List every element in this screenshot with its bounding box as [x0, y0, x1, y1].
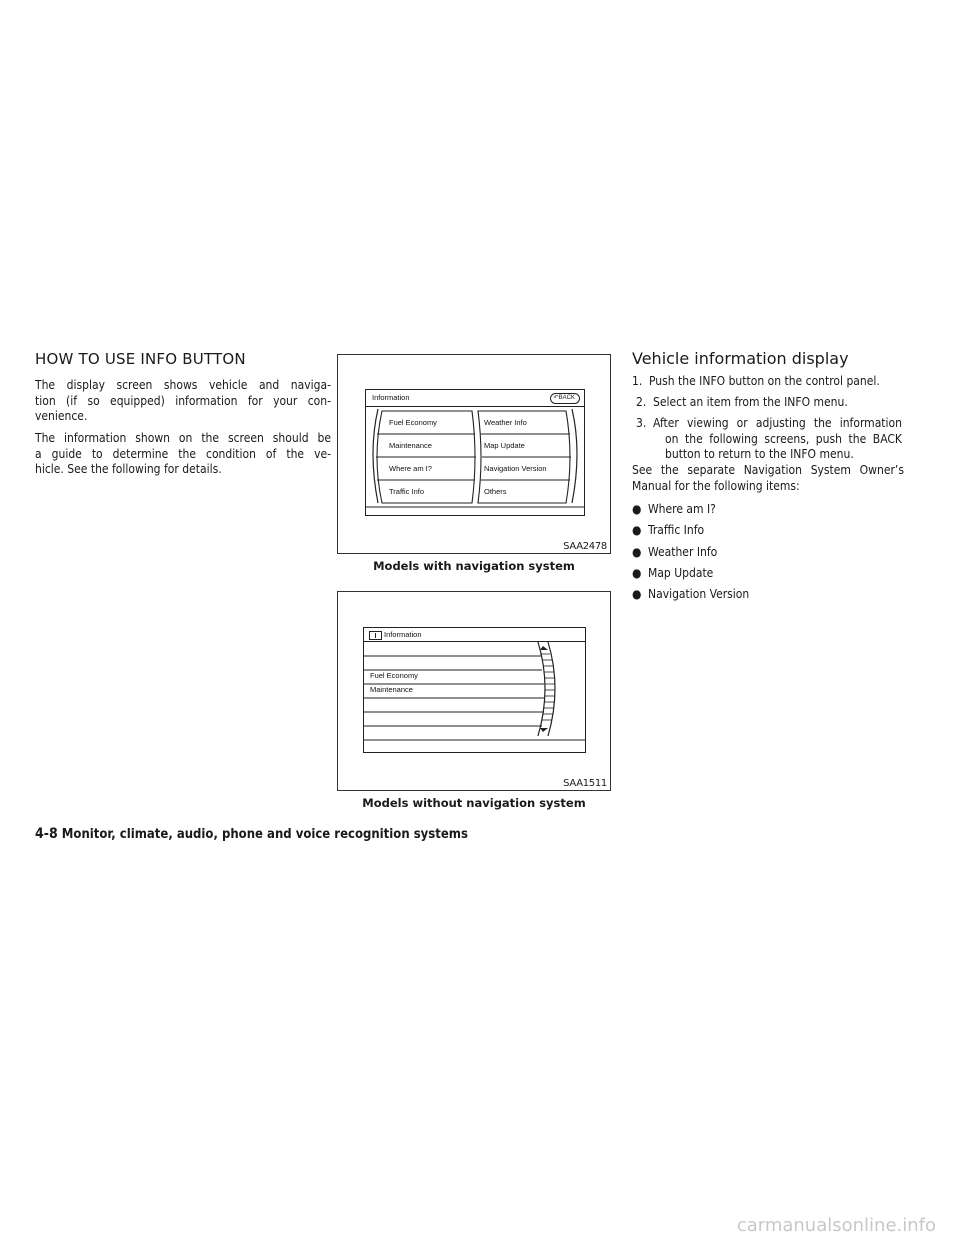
bullet-where-am-i: ● Where am I? [632, 502, 716, 516]
info-screen-no-nav [363, 627, 586, 753]
figure-code: SAA2478 [563, 541, 607, 552]
bullet-traffic-info: ● Traffic Info [632, 523, 705, 537]
figure-no-navigation-screen [337, 591, 611, 791]
step-2: 2. Select an item from the INFO menu. [636, 395, 848, 409]
list-item-fuel-economy: Fuel Economy [370, 671, 418, 680]
bullet-map-update: ● Map Update [632, 566, 714, 580]
menu-item-maintenance: Maintenance [389, 441, 432, 450]
menu-item-traffic-info: Traffic Info [389, 487, 425, 496]
step-1: 1. Push the INFO button on the control panel. [632, 374, 880, 388]
page-number: 4-8 [35, 826, 58, 842]
menu-item-others: Others [484, 487, 507, 496]
figure-code: SAA1511 [563, 778, 607, 789]
screen-title: Information [384, 630, 422, 639]
section-heading-info-button: HOW TO USE INFO BUTTON [35, 350, 246, 368]
list-item-maintenance: Maintenance [370, 685, 413, 694]
menu-item-fuel-economy: Fuel Economy [389, 418, 437, 427]
guide-paragraph: The information shown on the screen should be a guide to determine the condition of the ve- hicle. See the following for details. [35, 431, 331, 476]
bullet-navigation-version: ● Navigation Version [632, 587, 750, 601]
menu-item-navigation-version: Navigation Version [484, 464, 547, 473]
see-manual-text: See the separate Navigation System Owner’s Manual for the following items: [632, 463, 904, 493]
screen-title: Information [372, 393, 410, 402]
figure-navigation-screen [337, 354, 611, 554]
page-footer [35, 826, 468, 842]
section-heading-vehicle-info: Vehicle information display [632, 349, 849, 368]
menu-item-where-am-i: Where am I? [389, 464, 432, 473]
back-button: ↶BACK [550, 393, 580, 404]
back-arrow-icon: ↶ [553, 395, 559, 401]
watermark-text: carmanualsonline.info [736, 1215, 936, 1236]
menu-item-weather-info: Weather Info [484, 418, 527, 427]
bullet-weather-info: ● Weather Info [632, 545, 718, 559]
chapter-title: Monitor, climate, audio, phone and voice recognition systems [61, 827, 468, 842]
intro-paragraph: The display screen shows vehicle and naviga- tion (if so equipped) information for your con- venience. [35, 378, 331, 423]
step-3: 3. After viewing or adjusting the information on the following screens, push the BACK button to return to the INFO menu. [636, 416, 902, 461]
figure-caption-nav: Models with navigation system [373, 559, 575, 573]
info-screen-nav [365, 389, 585, 516]
figure-caption-no-nav: Models without navigation system [362, 796, 586, 810]
menu-item-map-update: Map Update [484, 441, 525, 450]
